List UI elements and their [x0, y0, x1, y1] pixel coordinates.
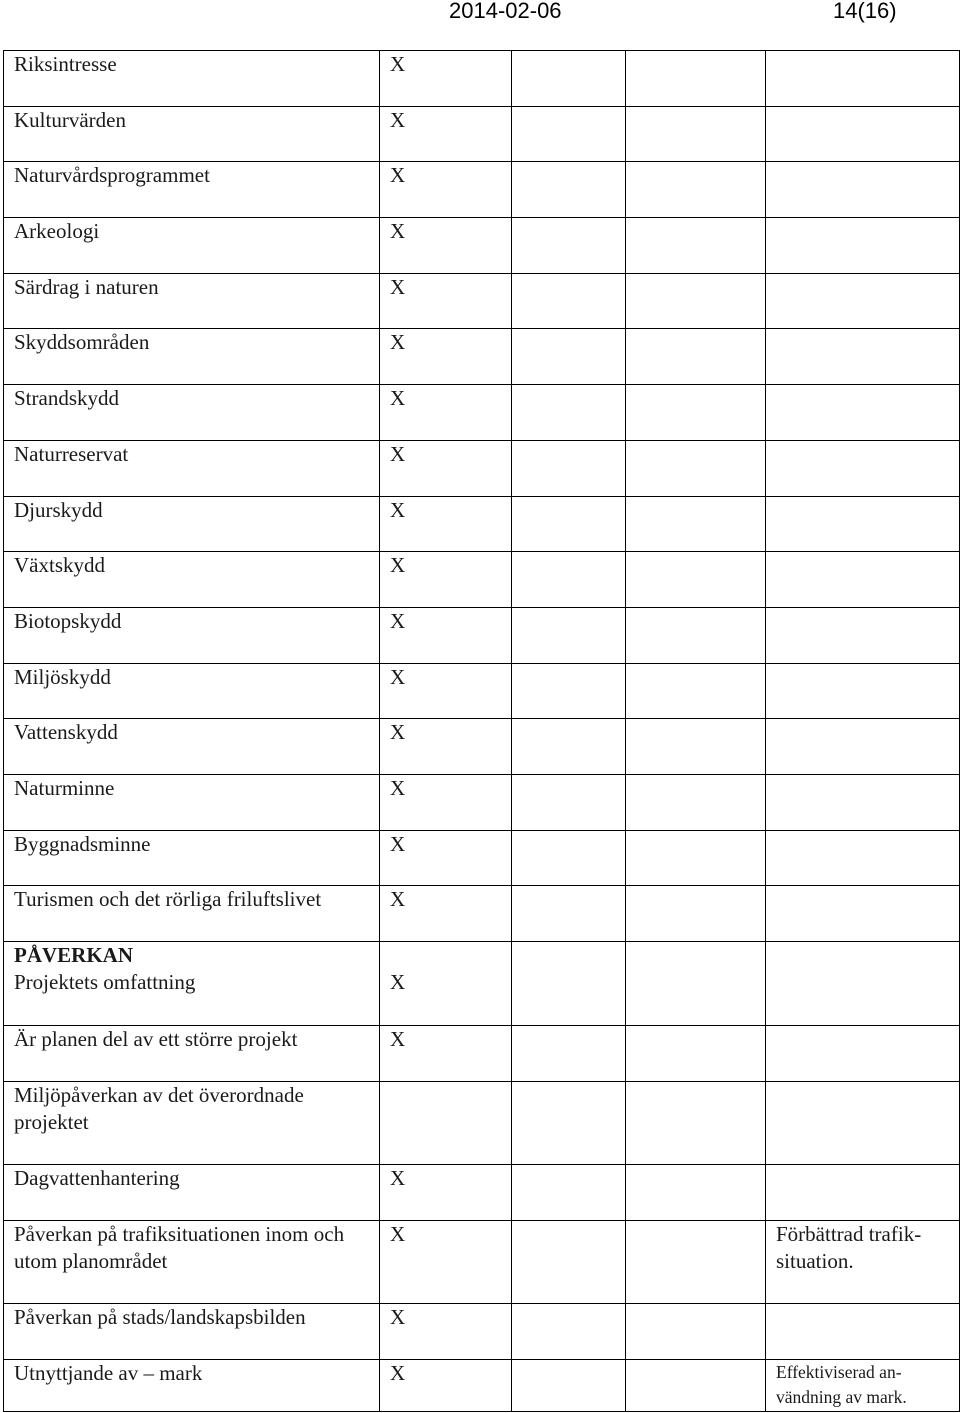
row-label-cell [4, 218, 380, 274]
empty-cell [626, 218, 766, 274]
row-mark: X [390, 274, 406, 299]
row-note-cell [766, 218, 960, 274]
header-page-number: 14(16) [833, 0, 897, 23]
empty-cell [512, 218, 626, 274]
row-note-cell [766, 1082, 960, 1165]
row-label: Särdrag i naturen [14, 274, 159, 299]
empty-cell [512, 329, 626, 385]
row-label-cell [4, 886, 380, 942]
row-mark: X [390, 553, 406, 578]
row-mark: X [390, 330, 406, 355]
row-mark-cell [380, 774, 512, 830]
row-note-cell [766, 663, 960, 719]
empty-cell [626, 106, 766, 162]
table-row [4, 719, 960, 775]
row-mark: X [390, 887, 406, 912]
row-note-cell [766, 162, 960, 218]
row-label: Turismen och det rörliga friluftslivet [14, 887, 322, 912]
row-label: Naturreservat [14, 441, 129, 466]
row-mark: X [390, 1305, 406, 1329]
empty-cell [626, 51, 766, 107]
table-row [4, 1082, 960, 1165]
row-label-cell [4, 942, 380, 1026]
table-row [4, 942, 960, 1026]
row-label-cell [4, 830, 380, 886]
page-header [0, 0, 960, 30]
row-note-cell [766, 1026, 960, 1082]
empty-cell [626, 886, 766, 942]
row-label-cell [4, 1082, 380, 1165]
row-mark-cell [380, 942, 512, 1026]
row-label: Naturvårdsprogrammet [14, 163, 210, 188]
empty-cell [512, 162, 626, 218]
row-label-cell [4, 1304, 380, 1360]
row-note-cell [766, 496, 960, 552]
row-label: Biotopskydd [14, 608, 122, 633]
row-label-cell [4, 162, 380, 218]
empty-cell [626, 830, 766, 886]
row-label-cell [4, 440, 380, 496]
row-mark: X [390, 1222, 406, 1246]
table-row [4, 663, 960, 719]
empty-cell [626, 273, 766, 329]
row-mark: X [390, 1166, 406, 1190]
row-mark: X [390, 163, 406, 188]
table-row [4, 607, 960, 663]
row-mark-cell [380, 607, 512, 663]
row-note-cell [766, 774, 960, 830]
row-note: Effektiviserad an-vändning av mark. [776, 1362, 907, 1407]
row-label-cell [4, 1165, 380, 1221]
row-mark-cell [380, 663, 512, 719]
row-mark-cell [380, 1360, 512, 1412]
row-label-cell [4, 329, 380, 385]
row-mark-cell [380, 440, 512, 496]
row-mark: X [390, 497, 406, 522]
row-label: Byggnadsminne [14, 831, 151, 856]
empty-cell [626, 1304, 766, 1360]
empty-cell [512, 719, 626, 775]
row-note-cell [766, 1360, 960, 1412]
row-label: Miljöskydd [14, 664, 111, 689]
empty-cell [512, 1082, 626, 1165]
row-mark-cell [380, 496, 512, 552]
row-label-cell [4, 774, 380, 830]
row-mark: X [390, 775, 406, 800]
row-label: Strandskydd [14, 386, 119, 411]
row-mark-cell [380, 886, 512, 942]
row-label: Dagvattenhantering [14, 1166, 180, 1190]
row-mark: X [390, 664, 406, 689]
empty-cell [626, 385, 766, 441]
row-mark-cell [380, 106, 512, 162]
row-label-cell [4, 385, 380, 441]
table-row [4, 552, 960, 608]
row-label: Utnyttjande av – mark [14, 1361, 203, 1385]
table-row [4, 385, 960, 441]
empty-cell [626, 607, 766, 663]
row-label-cell [4, 1221, 380, 1304]
empty-cell [512, 552, 626, 608]
row-note-cell [766, 552, 960, 608]
row-mark: X [390, 1027, 406, 1051]
empty-cell [626, 1082, 766, 1165]
row-mark-cell [380, 830, 512, 886]
table-row [4, 1221, 960, 1304]
row-label-cell [4, 663, 380, 719]
row-label: Påverkan på trafiksituationen inom och utom planområdet [14, 1222, 345, 1273]
row-mark: X [390, 52, 406, 76]
empty-cell [512, 1165, 626, 1221]
row-label-cell [4, 51, 380, 107]
empty-cell [512, 1026, 626, 1082]
row-label: Projektets omfattning [14, 970, 196, 994]
row-label: Riksintresse [14, 52, 117, 76]
table-row [4, 774, 960, 830]
row-note-cell [766, 942, 960, 1026]
table-row [4, 162, 960, 218]
row-label-cell [4, 552, 380, 608]
assessment-table [3, 50, 960, 1412]
empty-cell [512, 1304, 626, 1360]
row-label-cell [4, 1026, 380, 1082]
row-note-cell [766, 1221, 960, 1304]
row-mark-cell [380, 273, 512, 329]
row-label: Växtskydd [14, 553, 105, 578]
empty-cell [512, 886, 626, 942]
table-row [4, 886, 960, 942]
row-mark-cell [380, 719, 512, 775]
section-heading: PÅVERKAN [14, 943, 133, 967]
row-label: Arkeologi [14, 219, 100, 244]
empty-cell [512, 1221, 626, 1304]
row-note-cell [766, 273, 960, 329]
table-row [4, 218, 960, 274]
row-mark: X [390, 720, 406, 745]
row-mark: X [390, 831, 406, 856]
row-label: Skyddsområden [14, 330, 150, 355]
row-label: Miljöpåverkan av det överordnade projektet [14, 1083, 304, 1134]
row-note-cell [766, 1165, 960, 1221]
row-mark: X [390, 219, 406, 244]
empty-cell [626, 440, 766, 496]
row-label-cell [4, 106, 380, 162]
empty-cell [626, 162, 766, 218]
row-label-cell [4, 1360, 380, 1412]
empty-cell [512, 440, 626, 496]
empty-cell [626, 552, 766, 608]
row-note-cell [766, 106, 960, 162]
row-mark: X [390, 970, 406, 994]
row-note: Förbättrad trafik-situation. [776, 1222, 922, 1273]
row-mark-cell [380, 51, 512, 107]
row-label: Vattenskydd [14, 720, 118, 745]
table-row [4, 1360, 960, 1412]
empty-cell [626, 329, 766, 385]
row-note-cell [766, 719, 960, 775]
empty-cell [626, 719, 766, 775]
empty-cell [626, 1360, 766, 1412]
row-mark: X [390, 386, 406, 411]
table-row [4, 830, 960, 886]
row-note-cell [766, 440, 960, 496]
header-date: 2014-02-06 [449, 0, 562, 23]
row-mark-cell [380, 385, 512, 441]
row-label: Påverkan på stads/landskapsbilden [14, 1305, 306, 1329]
empty-cell [626, 496, 766, 552]
row-label: Naturminne [14, 775, 115, 800]
empty-cell [512, 663, 626, 719]
row-note-cell [766, 385, 960, 441]
row-label-cell [4, 719, 380, 775]
empty-cell [512, 385, 626, 441]
row-note-cell [766, 886, 960, 942]
table-row [4, 51, 960, 107]
empty-cell [512, 942, 626, 1026]
table-row [4, 1165, 960, 1221]
table-row [4, 329, 960, 385]
row-label: Är planen del av ett större projekt [14, 1027, 298, 1051]
row-mark-cell [380, 1221, 512, 1304]
row-mark-cell [380, 1082, 512, 1165]
row-label: Kulturvärden [14, 107, 126, 132]
row-mark-cell [380, 329, 512, 385]
empty-cell [512, 830, 626, 886]
row-note-cell [766, 607, 960, 663]
table-row [4, 106, 960, 162]
row-mark: X [390, 107, 406, 132]
empty-cell [626, 1026, 766, 1082]
empty-cell [512, 273, 626, 329]
row-note-cell [766, 1304, 960, 1360]
empty-cell [512, 51, 626, 107]
row-label-cell [4, 273, 380, 329]
row-mark-cell [380, 162, 512, 218]
empty-cell [512, 496, 626, 552]
row-note-cell [766, 830, 960, 886]
empty-cell [626, 774, 766, 830]
empty-cell [626, 1165, 766, 1221]
empty-cell [626, 663, 766, 719]
empty-cell [512, 774, 626, 830]
empty-cell [512, 106, 626, 162]
row-mark-cell [380, 218, 512, 274]
row-mark-cell [380, 1026, 512, 1082]
empty-cell [512, 607, 626, 663]
row-mark: X [390, 1361, 406, 1385]
row-mark-cell [380, 1304, 512, 1360]
empty-cell [626, 1221, 766, 1304]
row-label-cell [4, 496, 380, 552]
row-mark-cell [380, 552, 512, 608]
row-note-cell [766, 329, 960, 385]
table-row [4, 496, 960, 552]
row-mark: X [390, 441, 406, 466]
row-label: Djurskydd [14, 497, 103, 522]
row-mark: X [390, 608, 406, 633]
empty-cell [512, 1360, 626, 1412]
table-row [4, 1304, 960, 1360]
table-row [4, 1026, 960, 1082]
empty-cell [626, 942, 766, 1026]
row-note-cell [766, 51, 960, 107]
row-label-cell [4, 607, 380, 663]
table-row [4, 440, 960, 496]
row-mark-cell [380, 1165, 512, 1221]
table-row [4, 273, 960, 329]
